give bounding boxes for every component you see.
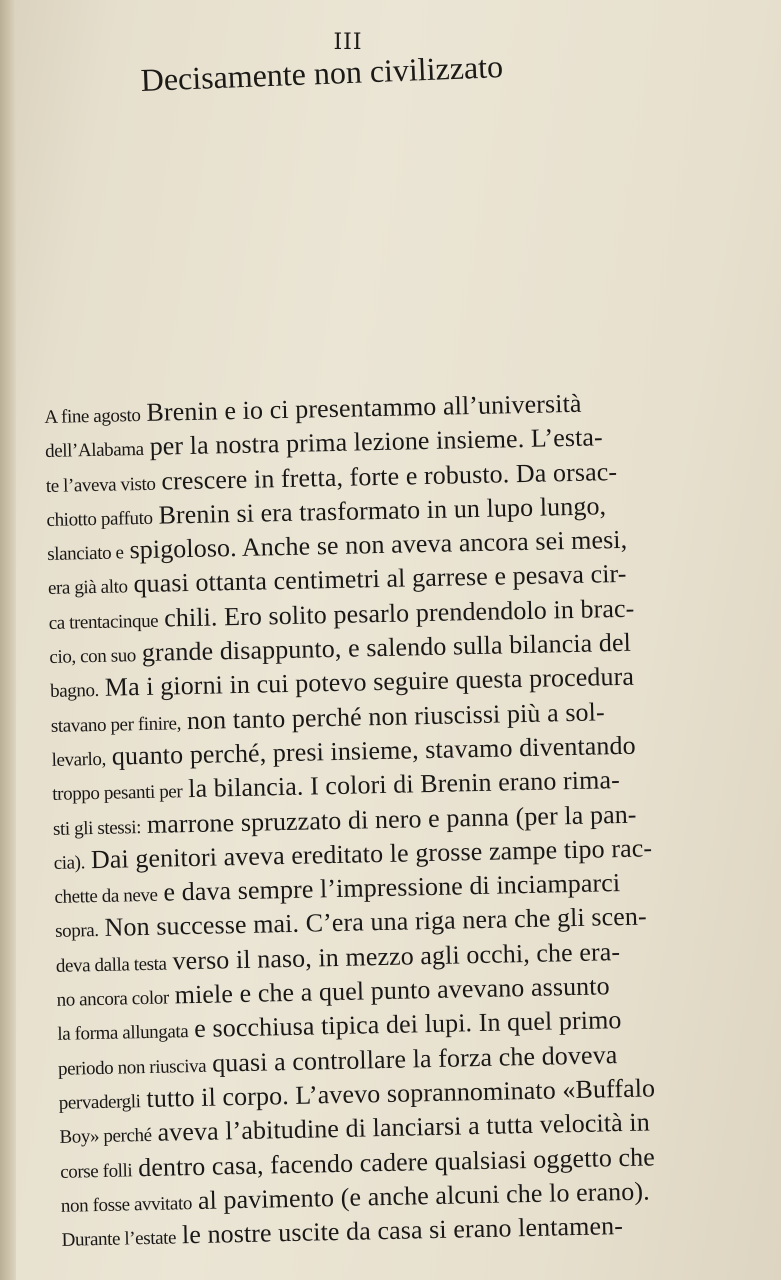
line-lead: Boy» perché xyxy=(59,1125,152,1149)
line-rest: grande disappunto, e salendo sulla bilancia del xyxy=(141,627,632,668)
line-lead: no ancora color xyxy=(56,987,169,1011)
line-rest: la bilancia. I colori di Brenin erano rima- xyxy=(187,765,621,804)
line-lead: corse folli xyxy=(59,1159,133,1183)
line-rest: le nostre uscite da casa si erano lentamen- xyxy=(181,1211,624,1250)
line-lead: periodo non riusciva xyxy=(57,1055,207,1080)
line-lead: A fine agosto xyxy=(44,404,141,428)
line-lead: sti gli stessi: xyxy=(52,816,142,840)
line-rest: Non successe mai. C’era una riga nera che gli scen- xyxy=(104,901,648,943)
line-lead: ca trentacinque xyxy=(48,610,159,634)
page-binding-edge xyxy=(0,0,16,1280)
line-lead: bagno. xyxy=(49,680,100,703)
line-lead: Durante l’estate xyxy=(61,1227,177,1251)
line-rest: chili. Ero solito pesarlo prendendolo in brac- xyxy=(163,593,635,633)
line-lead: troppo pesanti per xyxy=(52,781,183,806)
line-rest: crescere in fretta, forte e robusto. Da orsac- xyxy=(161,456,618,496)
line-lead: non fosse avvitato xyxy=(60,1192,193,1217)
line-rest: miele e che a quel punto avevano assunto xyxy=(174,971,610,1010)
line-lead: dell’Alabama xyxy=(44,439,144,463)
line-rest: dentro casa, facendo cadere qualsiasi oggetto che xyxy=(137,1141,656,1182)
line-rest: Ma i giorni in cui potevo seguire questa procedura xyxy=(104,662,635,703)
line-rest: marrone spruzzato di nero e panna (per la pan- xyxy=(146,799,637,839)
chapter-number: III xyxy=(333,30,363,55)
line-rest: e socchiusa tipica dei lupi. In quel primo xyxy=(193,1005,622,1044)
line-lead: slanciato e xyxy=(47,542,124,566)
line-lead: stavano per finire, xyxy=(50,712,182,737)
line-rest: per la nostra prima lezione insieme. L’esta- xyxy=(149,422,604,462)
line-lead: sopra. xyxy=(54,920,99,943)
line-rest: quanto perché, presi insieme, stavamo diventando xyxy=(111,730,636,771)
line-lead: te l’aveva visto xyxy=(45,473,156,497)
line-rest: quasi ottanta centimetri al garrese e pesava cir- xyxy=(133,559,627,599)
chapter-title: Decisamente non civilizzato xyxy=(140,48,504,98)
line-rest: spigoloso. Anche se non aveva ancora sei mesi, xyxy=(129,525,628,565)
line-lead: era già alto xyxy=(47,576,128,600)
line-rest: tutto il corpo. L’avevo soprannominato «Buffalo xyxy=(146,1073,656,1113)
line-rest: e dava sempre l’impressione di inciamparci xyxy=(163,868,621,907)
line-lead: cio, con suo xyxy=(49,645,137,669)
line-lead: levarlo, xyxy=(51,748,107,771)
line-rest: al pavimento (e anche alcuni che lo erano). xyxy=(197,1176,650,1215)
line-rest: aveva l’abitudine di lanciarsi a tutta velocità in xyxy=(157,1107,651,1148)
line-rest: quasi a controllare la forza che doveva xyxy=(211,1039,618,1078)
line-rest: Brenin si era trasformato in un lupo lungo, xyxy=(158,491,607,530)
body-text xyxy=(44,384,722,1255)
line-lead: pervadergli xyxy=(58,1091,141,1114)
line-lead: cia). xyxy=(53,852,86,874)
line-rest: Brenin e io ci presentammo all’università xyxy=(146,388,582,427)
line-rest: non tanto perché non riuscissi più a sol- xyxy=(186,697,605,735)
line-rest: Dai genitori aveva ereditato le grosse zampe tipo rac- xyxy=(90,833,653,874)
line-lead: deva dalla testa xyxy=(55,953,167,977)
line-lead: chiotto paffuto xyxy=(46,507,153,531)
line-lead: chette da neve xyxy=(54,884,158,909)
line-rest: verso il naso, in mezzo agli occhi, che era- xyxy=(172,936,621,976)
line-lead: la forma allungata xyxy=(57,1021,189,1046)
